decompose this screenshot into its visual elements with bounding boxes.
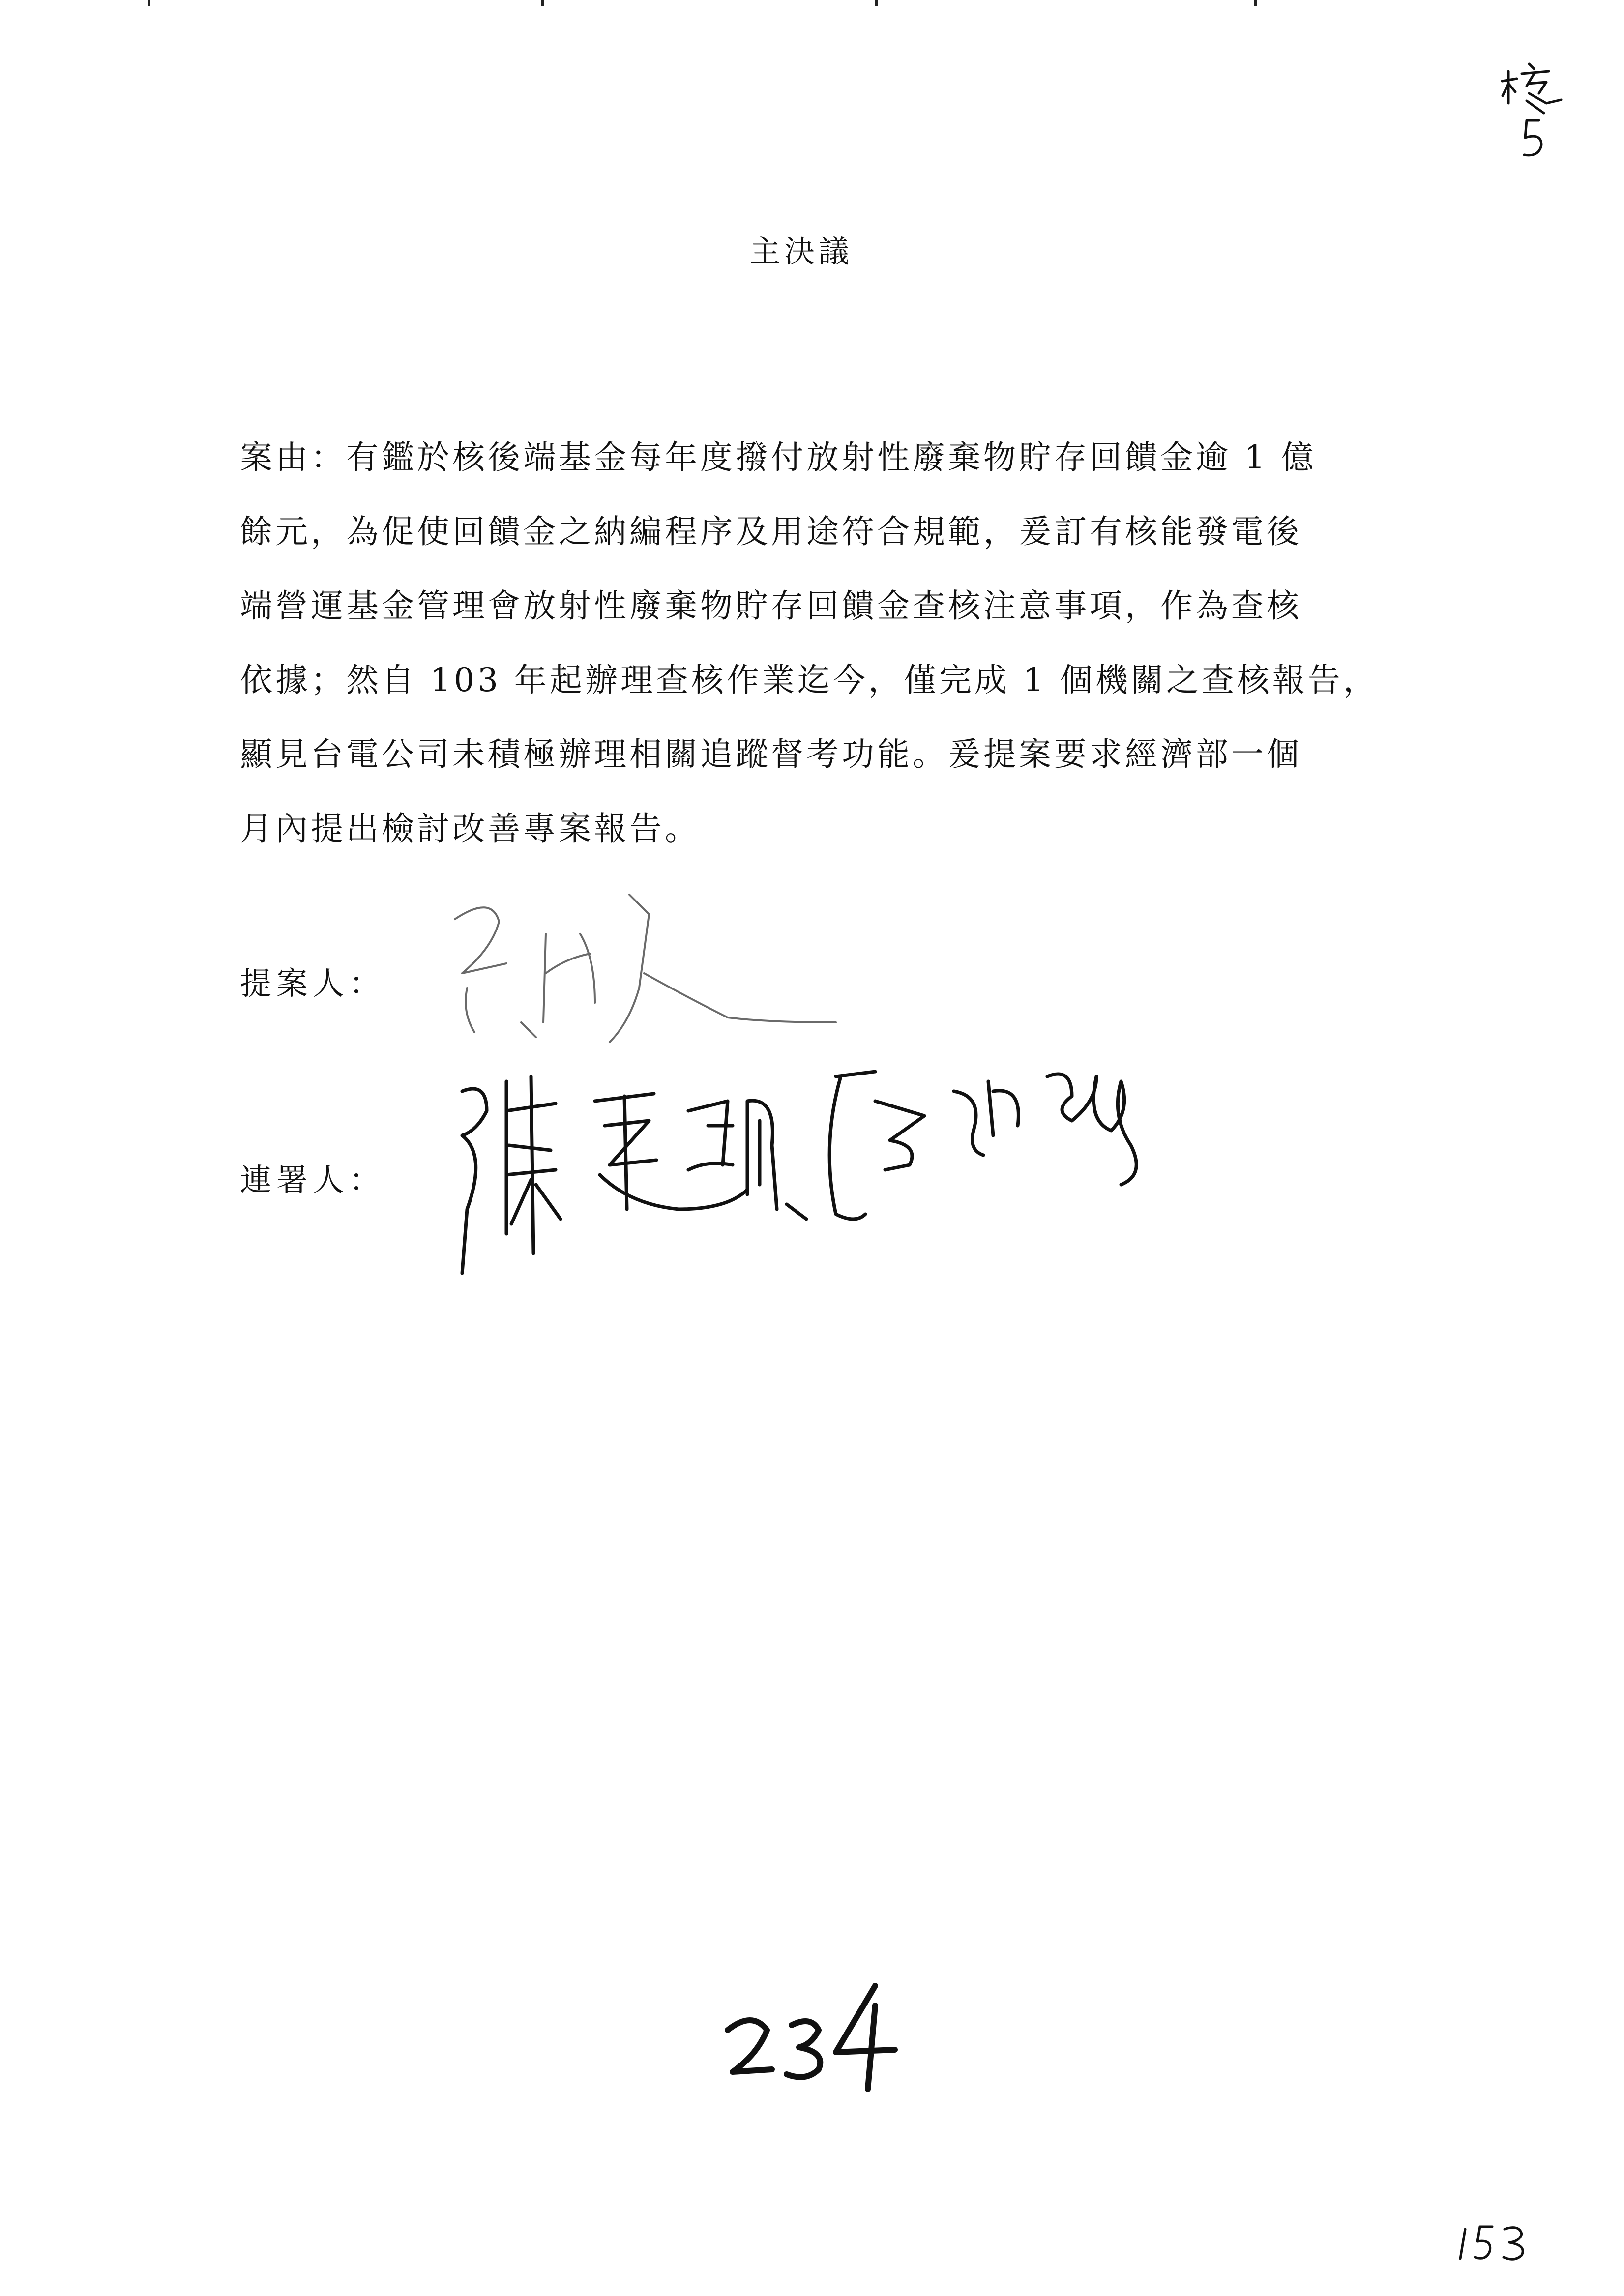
handwritten-corner-note — [1500, 57, 1568, 165]
body-line: 餘元，為促使回饋金之納編程序及用途符合規範，爰訂有核能發電後 — [240, 513, 1302, 551]
cosigner-label: 連署人： — [240, 1163, 385, 1199]
cosigner-signatures — [433, 1047, 1200, 1303]
page-number — [1450, 2212, 1534, 2271]
scan-edge-marks — [0, 0, 1624, 7]
body-line: 月內提出檢討改善專案報告。 — [240, 810, 700, 847]
body-line: 依據；然自 103 年起辦理查核作業迄今，僅完成 1 個機關之查核報告， — [240, 661, 1379, 699]
proposer-label: 提案人： — [240, 966, 385, 1002]
body-line: 端營運基金管理會放射性廢棄物貯存回饋金查核注意事項，作為查核 — [240, 587, 1302, 625]
proposer-signature — [433, 875, 856, 1072]
body-line: 案由：有鑑於核後端基金每年度撥付放射性廢棄物貯存回饋金逾 1 億 — [240, 438, 1317, 476]
motion-body — [240, 420, 1400, 866]
body-line: 顯見台電公司未積極辦理相關追蹤督考功能。爰提案要求經濟部一個 — [240, 735, 1302, 773]
handwritten-number — [713, 1966, 919, 2094]
page-title: 主決議 — [749, 233, 853, 269]
